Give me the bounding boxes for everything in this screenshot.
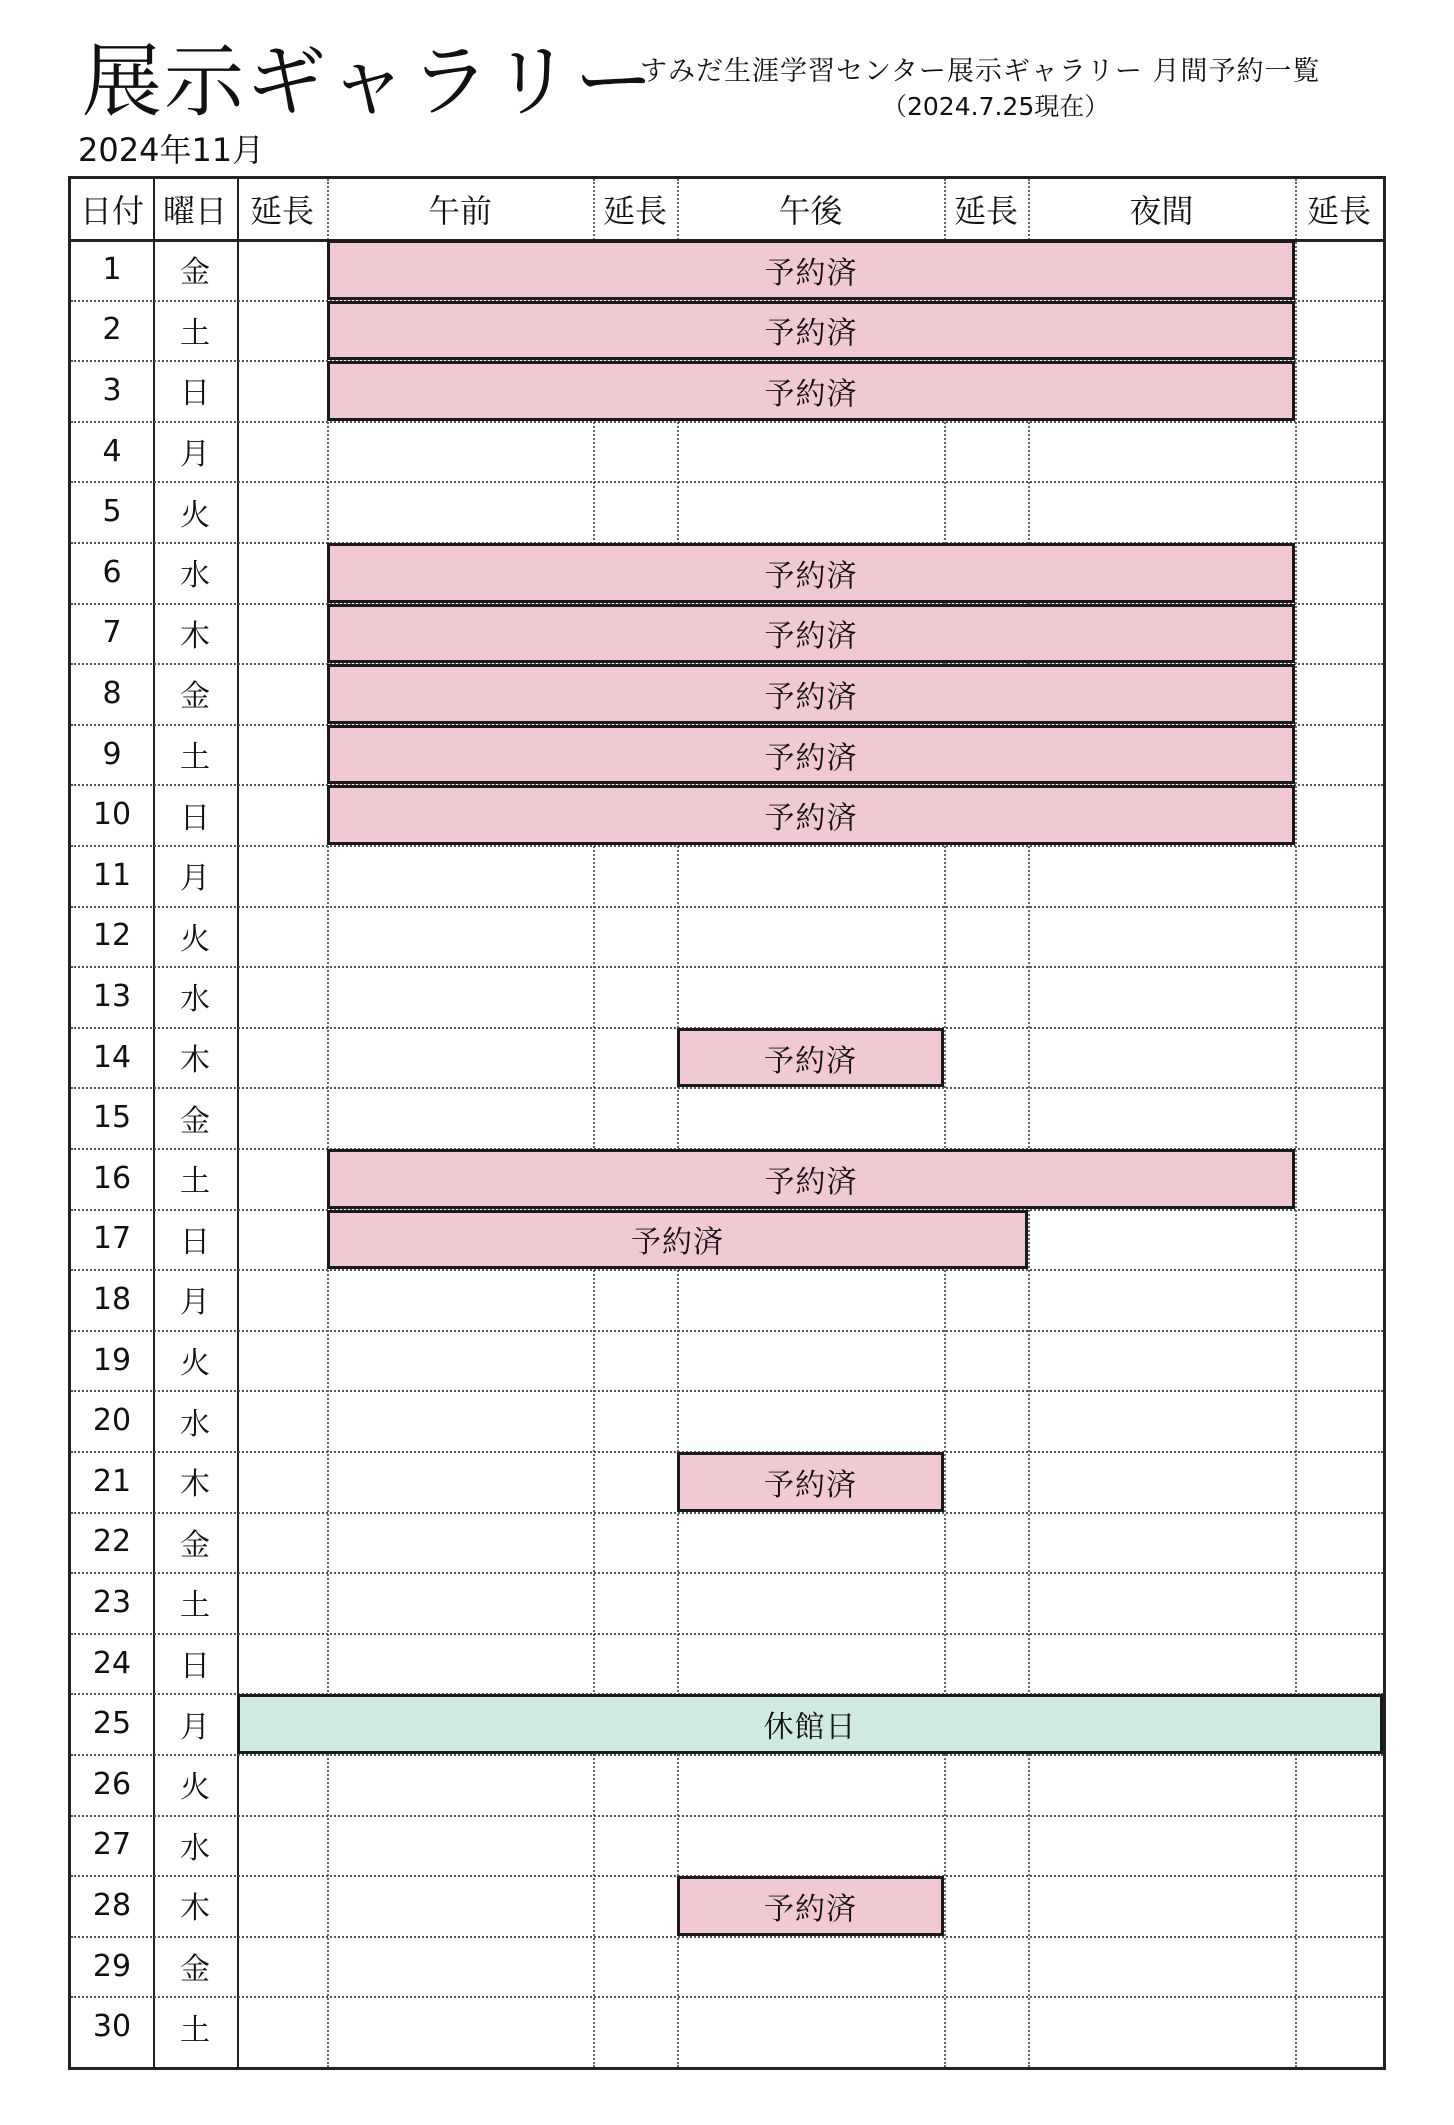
date-cell: 17 (92, 1221, 132, 1257)
weekday-cell: 水 (180, 1406, 210, 1442)
header-extension-3: 延長 (953, 192, 1018, 230)
weekday-cell: 火 (180, 1770, 210, 1806)
reservation-block: 予約済 (327, 785, 1295, 845)
weekday-cell: 月 (180, 861, 210, 897)
header-extension-1: 延長 (249, 192, 314, 230)
header-date: 日付 (79, 192, 144, 230)
date-cell: 29 (92, 1948, 132, 1984)
header-afternoon: 午後 (778, 192, 843, 230)
weekday-cell: 火 (180, 921, 210, 957)
reservation-block: 予約済 (327, 361, 1295, 421)
date-cell: 12 (92, 918, 132, 954)
column-divider (593, 179, 595, 2067)
date-cell: 21 (92, 1463, 132, 1499)
date-cell: 2 (102, 312, 122, 348)
date-cell: 22 (92, 1524, 132, 1560)
weekday-cell: 日 (180, 1224, 210, 1260)
header-weekday: 曜日 (162, 192, 227, 230)
weekday-cell: 土 (180, 2012, 210, 2048)
date-cell: 1 (102, 251, 122, 287)
weekday-cell: 火 (180, 1346, 210, 1382)
row-divider (71, 1815, 1383, 1817)
date-cell: 27 (92, 1827, 132, 1863)
reservation-block: 予約済 (327, 301, 1295, 361)
reservation-block: 予約済 (327, 604, 1295, 664)
date-cell: 18 (92, 1281, 132, 1317)
weekday-cell: 木 (180, 1467, 210, 1503)
column-divider (237, 179, 239, 2067)
reservation-block: 予約済 (677, 1028, 944, 1088)
weekday-cell: 火 (180, 497, 210, 533)
reservation-table (68, 176, 1386, 2070)
date-cell: 30 (92, 2009, 132, 2045)
column-divider (1028, 179, 1030, 2067)
reservation-block: 予約済 (327, 543, 1295, 603)
date-cell: 23 (92, 1584, 132, 1620)
weekday-cell: 土 (180, 740, 210, 776)
row-divider (71, 1936, 1383, 1938)
row-divider (71, 1330, 1383, 1332)
weekday-cell: 金 (180, 1952, 210, 1988)
date-cell: 28 (92, 1887, 132, 1923)
date-cell: 16 (92, 1160, 132, 1196)
header-morning: 午前 (427, 192, 492, 230)
weekday-cell: 月 (180, 1709, 210, 1745)
date-cell: 4 (102, 433, 122, 469)
row-divider (71, 1087, 1383, 1089)
date-cell: 10 (92, 797, 132, 833)
row-divider (71, 845, 1383, 847)
month-label: 2024年11月 (78, 131, 265, 169)
weekday-cell: 土 (180, 1588, 210, 1624)
reservation-block: 予約済 (327, 664, 1295, 724)
row-divider (71, 966, 1383, 968)
date-cell: 8 (102, 675, 122, 711)
date-cell: 3 (102, 372, 122, 408)
column-divider (327, 179, 329, 2067)
weekday-cell: 日 (180, 800, 210, 836)
weekday-cell: 水 (180, 558, 210, 594)
weekday-cell: 水 (180, 982, 210, 1018)
weekday-cell: 金 (180, 679, 210, 715)
weekday-cell: 月 (180, 437, 210, 473)
reservation-block: 予約済 (677, 1452, 944, 1512)
reservation-block: 予約済 (327, 1149, 1295, 1209)
row-divider (71, 1633, 1383, 1635)
reservation-block: 予約済 (327, 1210, 1028, 1270)
weekday-cell: 木 (180, 1043, 210, 1079)
header-extension-4: 延長 (1306, 192, 1371, 230)
weekday-cell: 土 (180, 1164, 210, 1200)
weekday-cell: 木 (180, 1891, 210, 1927)
weekday-cell: 水 (180, 1830, 210, 1866)
date-cell: 24 (92, 1645, 132, 1681)
date-cell: 7 (102, 615, 122, 651)
date-cell: 20 (92, 1403, 132, 1439)
date-cell: 13 (92, 978, 132, 1014)
weekday-cell: 日 (180, 376, 210, 412)
row-divider (71, 906, 1383, 908)
weekday-cell: 月 (180, 1285, 210, 1321)
date-cell: 25 (92, 1706, 132, 1742)
date-cell: 14 (92, 1039, 132, 1075)
row-divider (71, 1269, 1383, 1271)
reservation-block: 予約済 (327, 240, 1295, 300)
date-cell: 6 (102, 554, 122, 590)
weekday-cell: 木 (180, 618, 210, 654)
column-divider (944, 179, 946, 2067)
column-divider (677, 179, 679, 2067)
row-divider (71, 481, 1383, 483)
row-divider (71, 1754, 1383, 1756)
closed-day-block: 休館日 (237, 1694, 1383, 1754)
reservation-block: 予約済 (327, 725, 1295, 785)
date-cell: 26 (92, 1766, 132, 1802)
date-cell: 5 (102, 494, 122, 530)
weekday-cell: 金 (180, 1527, 210, 1563)
date-cell: 15 (92, 1100, 132, 1136)
page-title: 展示ギャラリー (82, 35, 656, 128)
date-cell: 11 (92, 857, 132, 893)
header-evening: 夜間 (1129, 192, 1194, 230)
header-extension-2: 延長 (602, 192, 667, 230)
date-cell: 19 (92, 1342, 132, 1378)
column-divider (1295, 179, 1297, 2067)
row-divider (71, 1996, 1383, 1998)
row-divider (71, 1390, 1383, 1392)
reservation-block: 予約済 (677, 1876, 944, 1936)
date-cell: 9 (102, 736, 122, 772)
weekday-cell: 土 (180, 315, 210, 351)
row-divider (71, 1512, 1383, 1514)
weekday-cell: 金 (180, 1103, 210, 1139)
row-divider (71, 1572, 1383, 1574)
weekday-cell: 金 (180, 255, 210, 291)
row-divider (71, 421, 1383, 423)
as-of-date: （2024.7.25現在） (882, 92, 1110, 121)
weekday-cell: 日 (180, 1649, 210, 1685)
document-subtitle: すみだ生涯学習センター展示ギャラリー 月間予約一覧 (640, 56, 1321, 87)
